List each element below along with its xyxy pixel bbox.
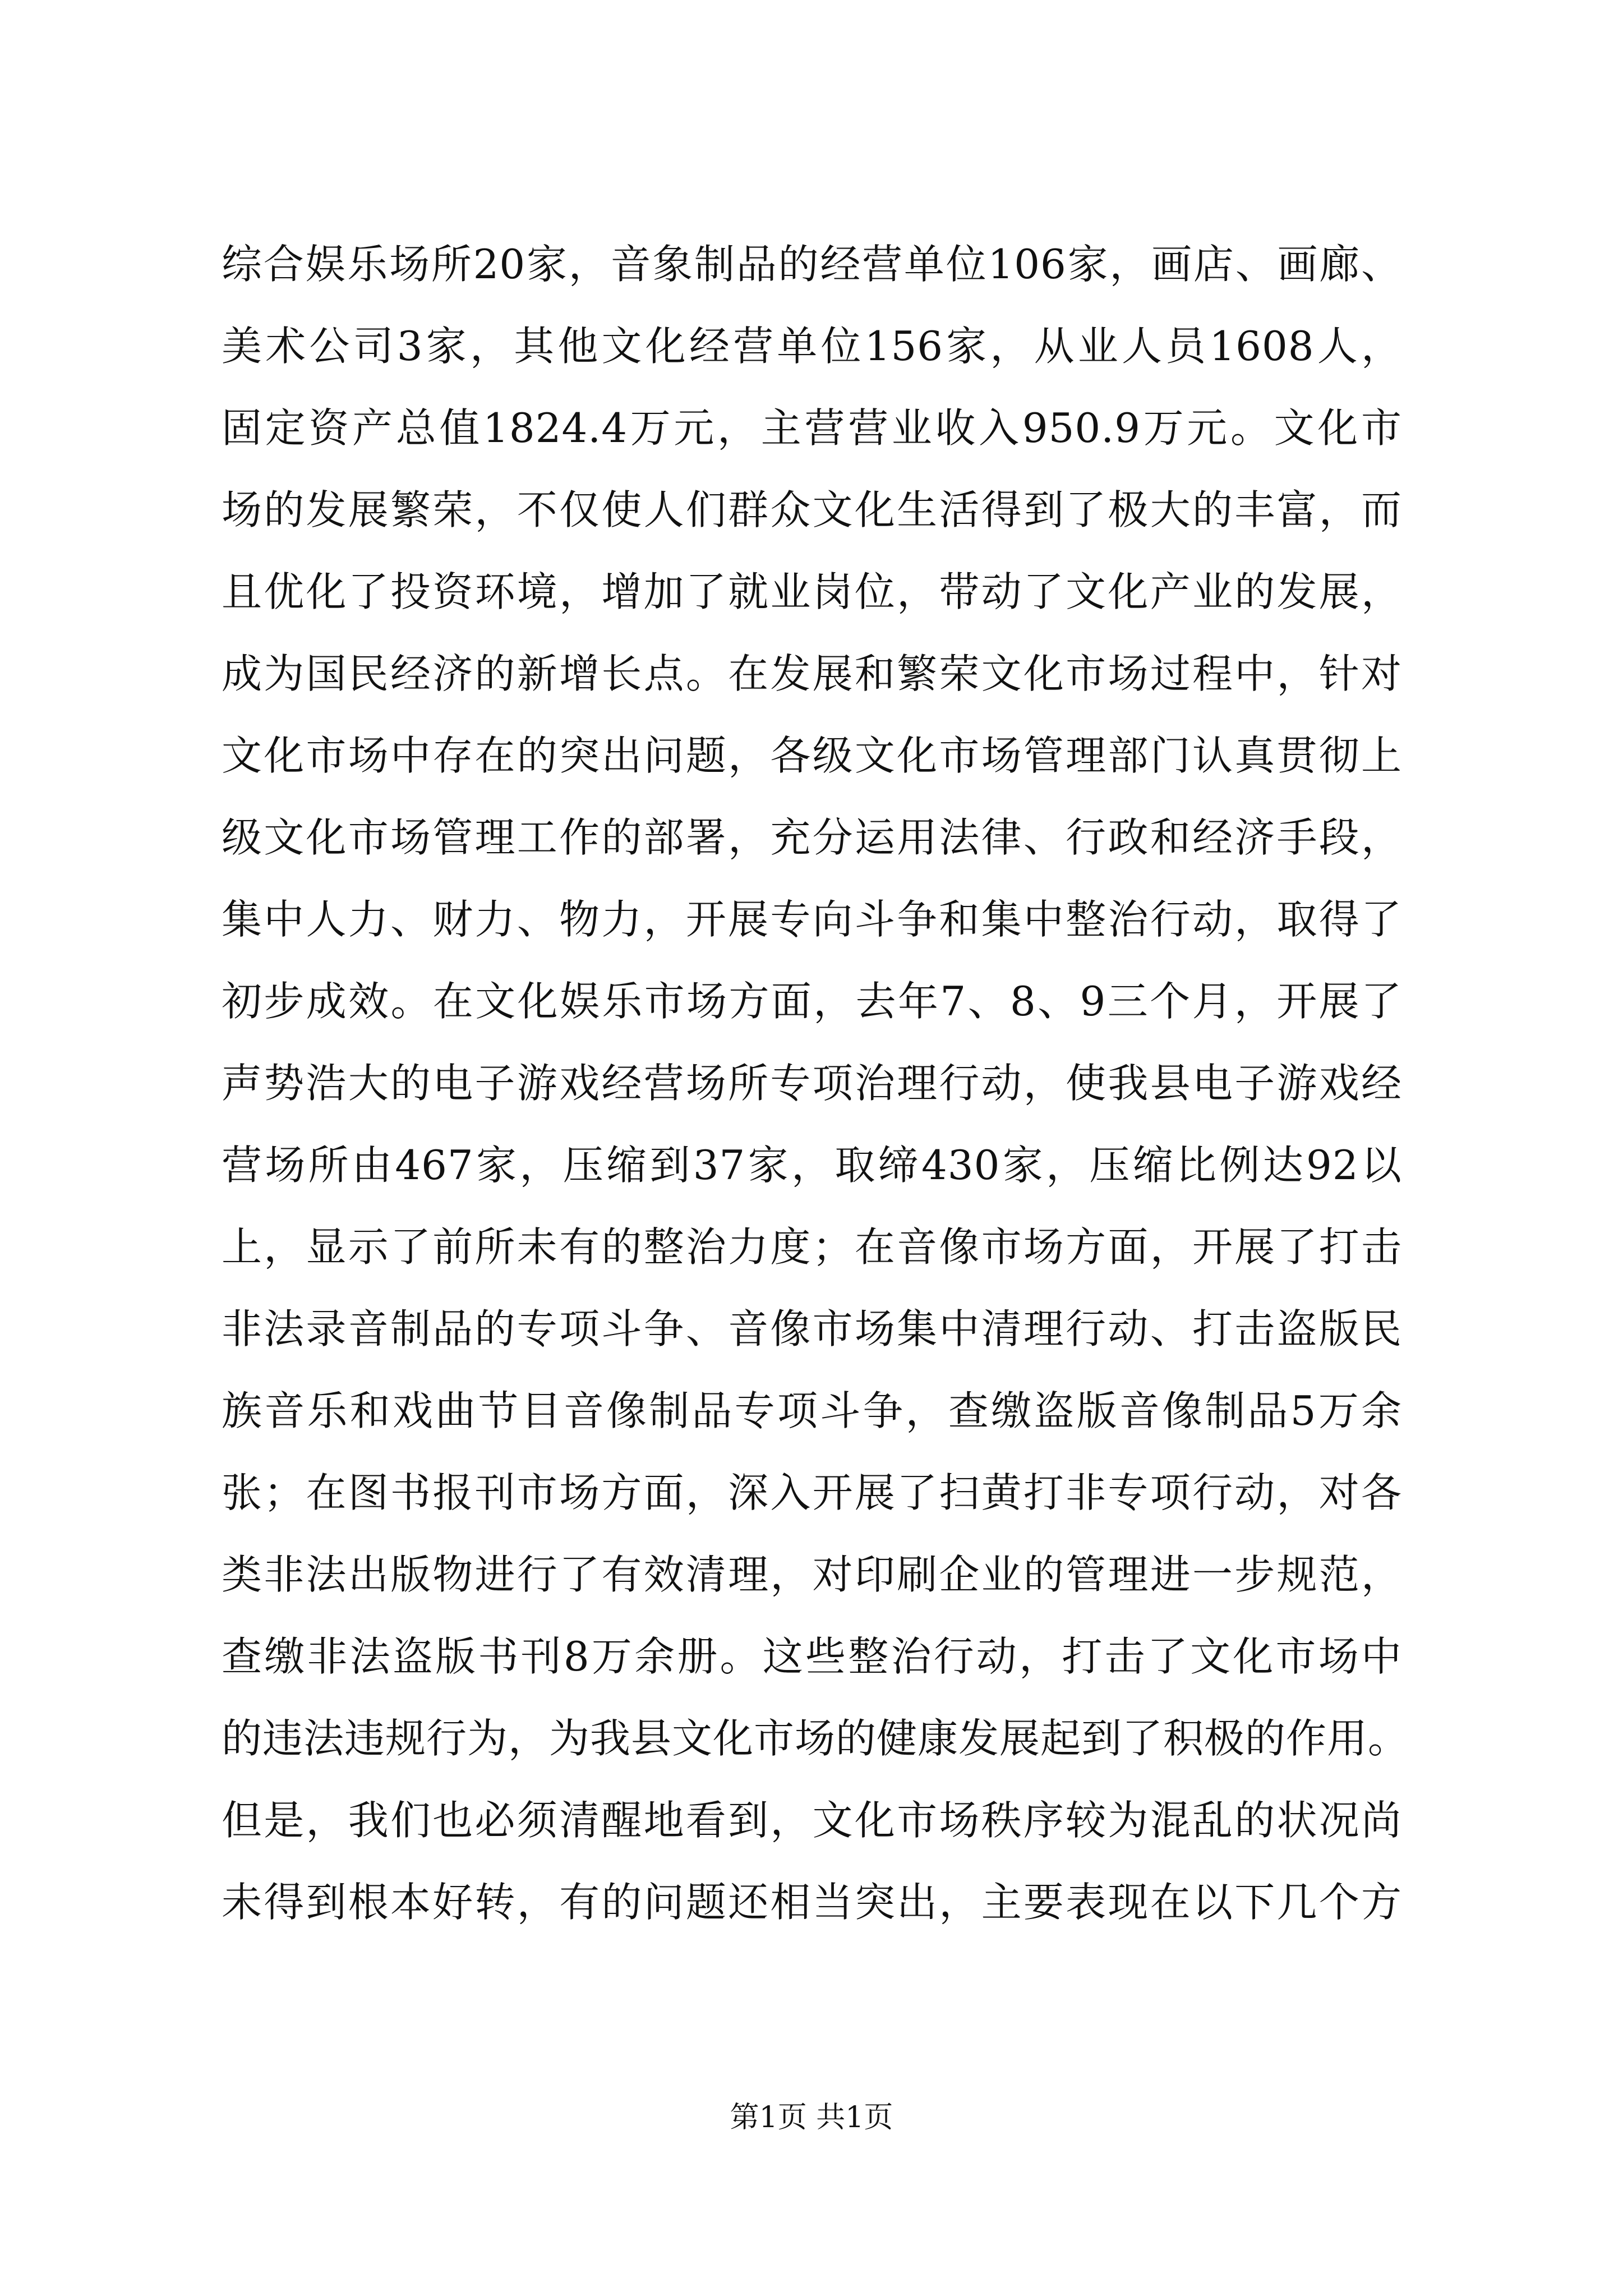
text-line: 美术公司3家，其他文化经营单位156家，从业人员1608人， — [222, 323, 1402, 370]
text-line: 的违法违规行为，为我县文化市场的健康发展起到了积极的作用。 — [222, 1715, 1409, 1762]
text-line: 类非法出版物进行了有效清理，对印刷企业的管理进一步规范， — [222, 1551, 1402, 1598]
text-line: 综合娱乐场所20家，音象制品的经营单位106家，画店、画廊、 — [222, 241, 1402, 288]
text-line: 场的发展繁荣，不仅使人们群众文化生活得到了极大的丰富，而 — [222, 486, 1402, 533]
text-line: 但是，我们也必须清醒地看到，文化市场秩序较为混乱的状况尚 — [222, 1797, 1402, 1844]
text-line: 声势浩大的电子游戏经营场所专项治理行动，使我县电子游戏经 — [222, 1060, 1402, 1107]
text-line: 非法录音制品的专项斗争、音像市场集中清理行动、打击盗版民 — [222, 1305, 1402, 1352]
text-line: 张；在图书报刊市场方面，深入开展了扫黄打非专项行动，对各 — [222, 1469, 1402, 1516]
text-line: 级文化市场管理工作的部署，充分运用法律、行政和经济手段， — [222, 814, 1402, 861]
text-line: 且优化了投资环境，增加了就业岗位，带动了文化产业的发展， — [222, 568, 1402, 615]
text-line: 上，显示了前所未有的整治力度；在音像市场方面，开展了打击 — [222, 1223, 1402, 1271]
body-text — [222, 223, 1409, 1943]
text-line: 查缴非法盗版书刊8万余册。这些整治行动，打击了文化市场中 — [222, 1633, 1402, 1680]
text-line: 固定资产总值1824.4万元，主营营业收入950.9万元。文化市 — [222, 404, 1402, 452]
page-footer — [0, 2095, 1623, 2140]
page-number: 第1页 共1页 — [730, 2101, 893, 2134]
text-line: 成为国民经济的新增长点。在发展和繁荣文化市场过程中，针对 — [222, 650, 1402, 697]
text-line: 文化市场中存在的突出问题，各级文化市场管理部门认真贯彻上 — [222, 732, 1402, 779]
text-line: 集中人力、财力、物力，开展专向斗争和集中整治行动，取得了 — [222, 896, 1402, 943]
text-line: 族音乐和戏曲节目音像制品专项斗争，查缴盗版音像制品5万余 — [222, 1387, 1402, 1434]
text-line: 营场所由467家，压缩到37家，取缔430家，压缩比例达92以 — [222, 1142, 1402, 1189]
text-line: 未得到根本好转，有的问题还相当突出，主要表现在以下几个方 — [222, 1879, 1402, 1926]
text-line: 初步成效。在文化娱乐市场方面，去年7、8、9三个月，开展了 — [222, 978, 1402, 1025]
